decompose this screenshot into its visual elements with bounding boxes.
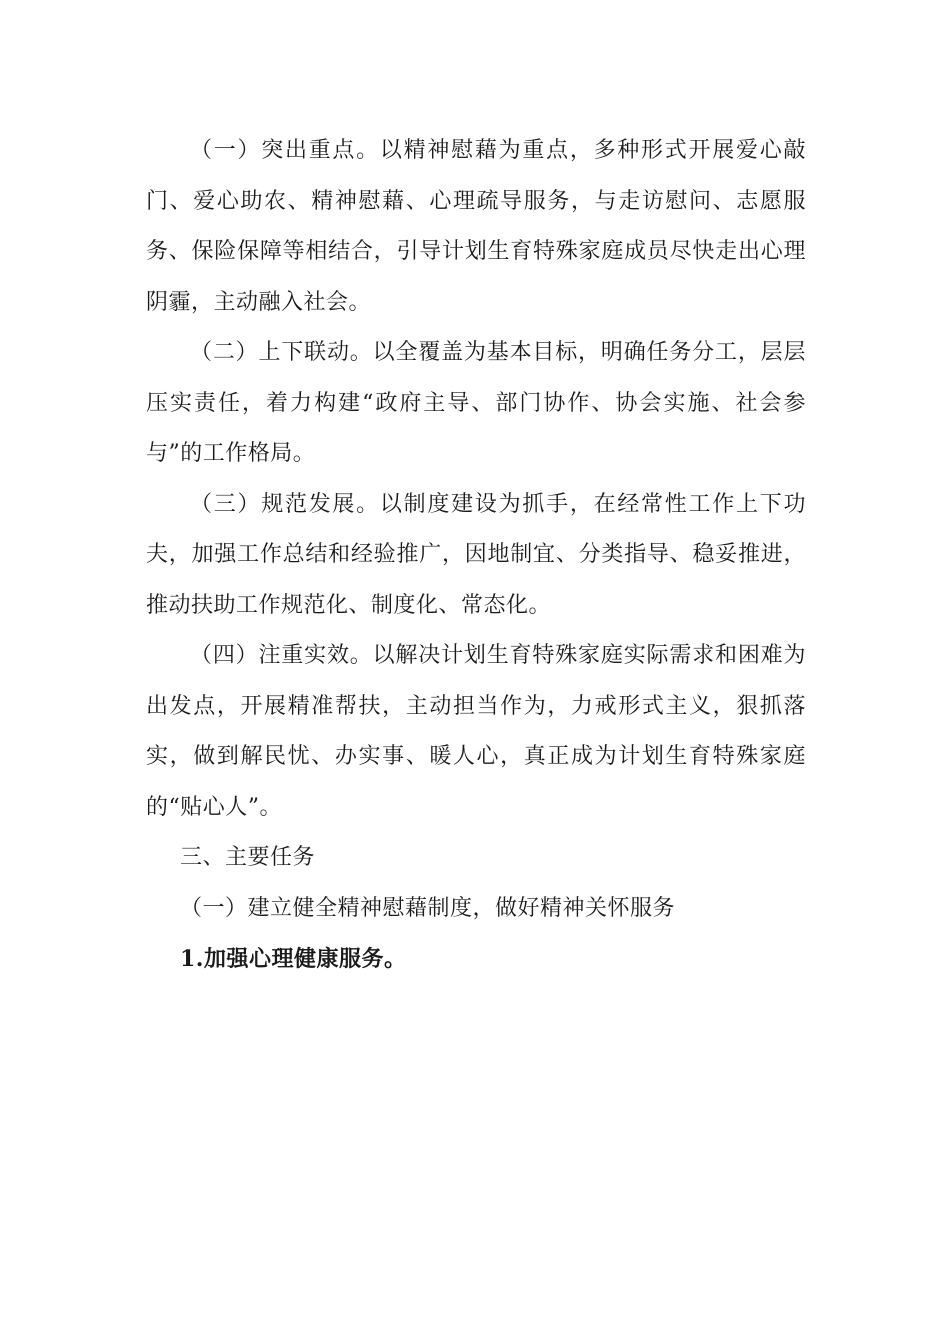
section-heading-main-tasks: 三、主要任务	[180, 845, 316, 870]
paragraph-practical-effect: （四）注重实效。以解决计划生育特殊家庭实际需求和困难为出发点，开展精准帮扶，主动担当作为，力戒形式主义，狠抓落实，做到解民忧、办实事、暖人心，真正成为计划生育特殊家庭的“贴心人”。	[146, 643, 806, 820]
document-body	[146, 126, 806, 985]
paragraph-coordination: （二）上下联动。以全覆盖为基本目标，明确任务分工，层层压实责任，着力构建“政府主导、部门协作、协会实施、社会参与”的工作格局。	[146, 340, 806, 466]
paragraph-standardized-development: （三）规范发展。以制度建设为抓手，在经常性工作上下功夫，加强工作总结和经验推广，因地制宜、分类指导、稳妥推进，推动扶助工作规范化、制度化、常态化。	[146, 491, 806, 618]
subsection-heading-spiritual-comfort: （一）建立健全精神慰藉制度，做好精神关怀服务	[180, 895, 676, 921]
item-heading-mental-health: 1.加强心理健康服务。	[180, 946, 407, 972]
paragraph-highlight-focus: （一）突出重点。以精神慰藉为重点，多种形式开展爱心敲门、爱心助农、精神慰藉、心理疏导服务，与走访慰问、志愿服务、保险保障等相结合，引导计划生育特殊家庭成员尽快走出心理阴霾，主动融入社会。	[146, 138, 806, 315]
